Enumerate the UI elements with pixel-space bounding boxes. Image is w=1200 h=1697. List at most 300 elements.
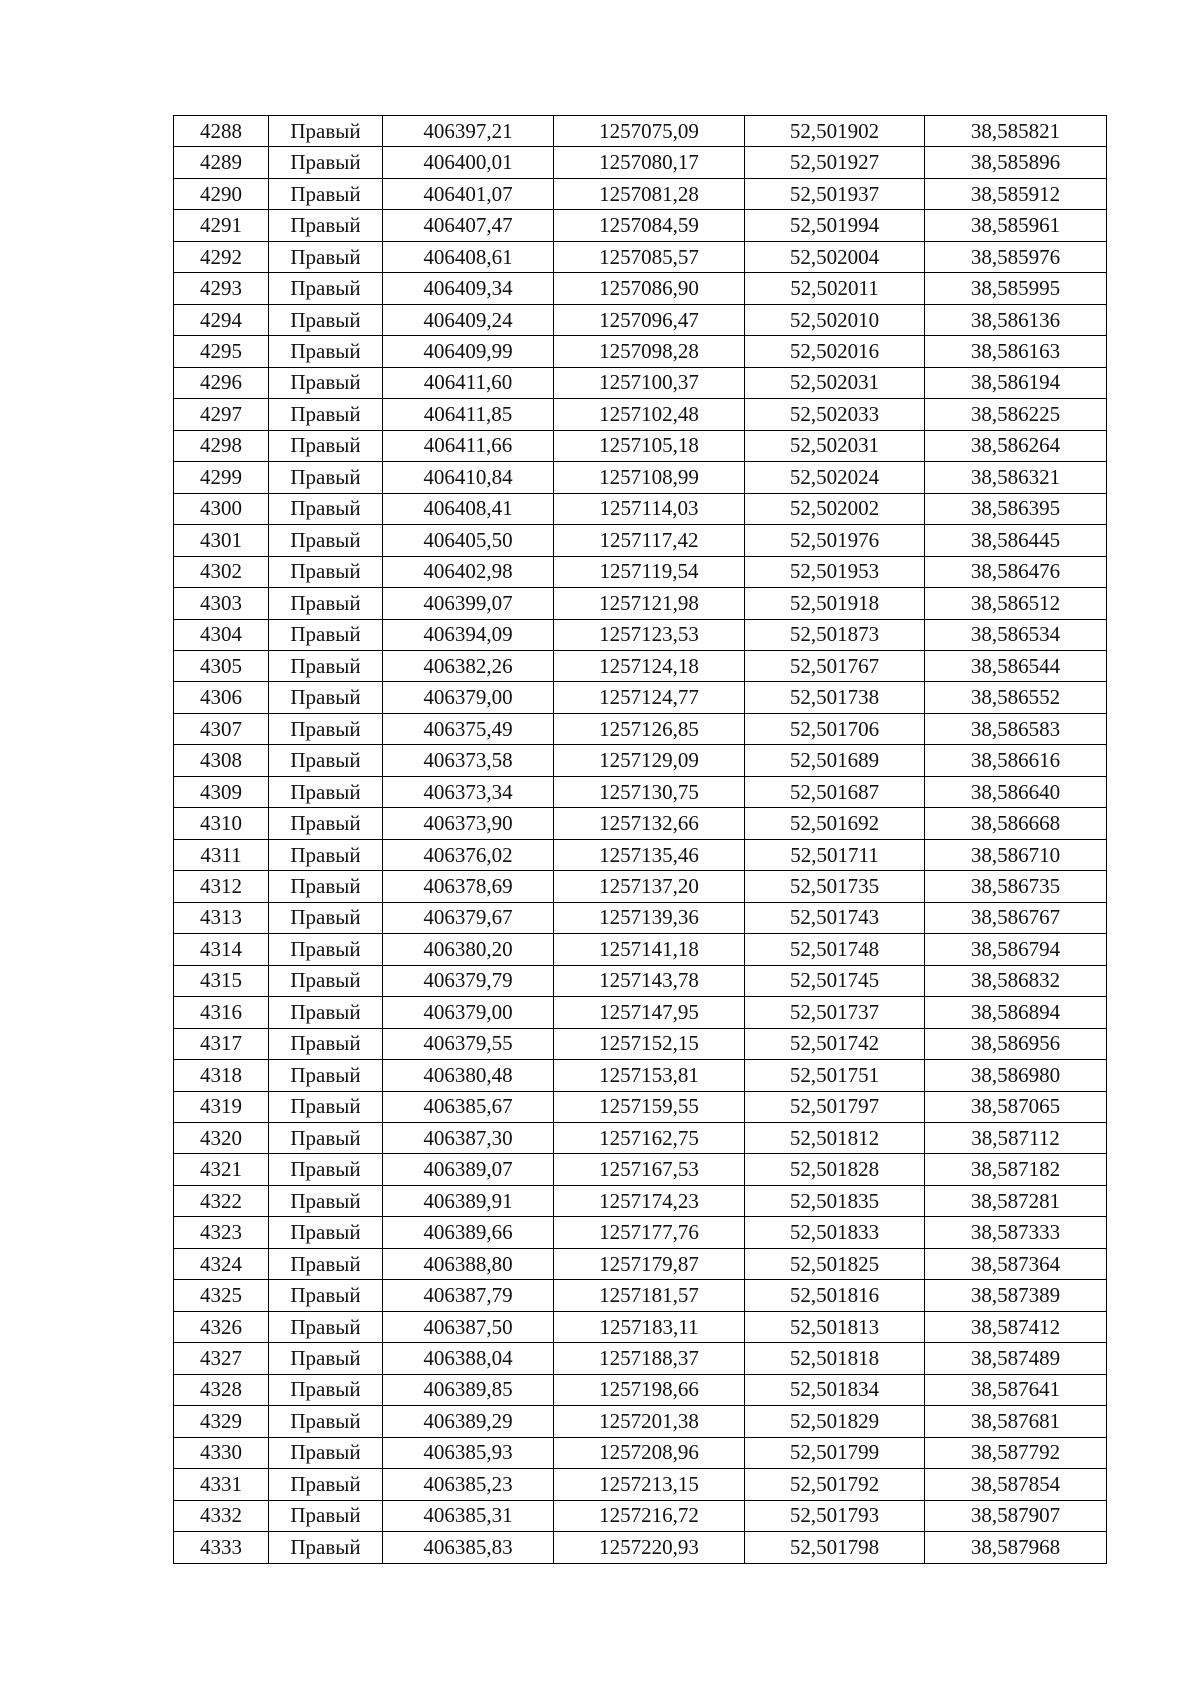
- point-number-cell: 4330: [174, 1437, 269, 1468]
- side-cell: Правый: [269, 965, 383, 996]
- y-coordinate-cell: 1257100,37: [554, 367, 745, 398]
- longitude-cell: 38,586794: [925, 934, 1107, 965]
- side-cell: Правый: [269, 399, 383, 430]
- y-coordinate-cell: 1257105,18: [554, 430, 745, 461]
- table-row: [174, 304, 1107, 335]
- longitude-cell: 38,587412: [925, 1311, 1107, 1342]
- side-cell: Правый: [269, 116, 383, 147]
- x-coordinate-cell: 406389,07: [383, 1154, 554, 1185]
- y-coordinate-cell: 1257181,57: [554, 1280, 745, 1311]
- x-coordinate-cell: 406385,31: [383, 1500, 554, 1531]
- point-number-cell: 4317: [174, 1028, 269, 1059]
- point-number-cell: 4295: [174, 336, 269, 367]
- point-number-cell: 4322: [174, 1185, 269, 1216]
- side-cell: Правый: [269, 1311, 383, 1342]
- side-cell: Правый: [269, 525, 383, 556]
- y-coordinate-cell: 1257102,48: [554, 399, 745, 430]
- longitude-cell: 38,586710: [925, 839, 1107, 870]
- x-coordinate-cell: 406388,80: [383, 1248, 554, 1279]
- point-number-cell: 4291: [174, 210, 269, 241]
- longitude-cell: 38,587333: [925, 1217, 1107, 1248]
- point-number-cell: 4329: [174, 1406, 269, 1437]
- side-cell: Правый: [269, 493, 383, 524]
- point-number-cell: 4327: [174, 1343, 269, 1374]
- side-cell: Правый: [269, 1248, 383, 1279]
- table-row: [174, 525, 1107, 556]
- latitude-cell: 52,501745: [745, 965, 925, 996]
- side-cell: Правый: [269, 556, 383, 587]
- latitude-cell: 52,501918: [745, 588, 925, 619]
- side-cell: Правый: [269, 1406, 383, 1437]
- longitude-cell: 38,585896: [925, 147, 1107, 178]
- table-row: [174, 1343, 1107, 1374]
- latitude-cell: 52,501692: [745, 808, 925, 839]
- latitude-cell: 52,501953: [745, 556, 925, 587]
- latitude-cell: 52,502010: [745, 304, 925, 335]
- latitude-cell: 52,501937: [745, 178, 925, 209]
- point-number-cell: 4315: [174, 965, 269, 996]
- longitude-cell: 38,587112: [925, 1123, 1107, 1154]
- y-coordinate-cell: 1257141,18: [554, 934, 745, 965]
- y-coordinate-cell: 1257179,87: [554, 1248, 745, 1279]
- point-number-cell: 4289: [174, 147, 269, 178]
- side-cell: Правый: [269, 1280, 383, 1311]
- longitude-cell: 38,587854: [925, 1469, 1107, 1500]
- table-row: [174, 1469, 1107, 1500]
- longitude-cell: 38,586668: [925, 808, 1107, 839]
- y-coordinate-cell: 1257126,85: [554, 713, 745, 744]
- x-coordinate-cell: 406385,93: [383, 1437, 554, 1468]
- x-coordinate-cell: 406385,83: [383, 1532, 554, 1563]
- point-number-cell: 4318: [174, 1060, 269, 1091]
- y-coordinate-cell: 1257121,98: [554, 588, 745, 619]
- longitude-cell: 38,587489: [925, 1343, 1107, 1374]
- point-number-cell: 4308: [174, 745, 269, 776]
- latitude-cell: 52,501743: [745, 902, 925, 933]
- table-row: [174, 1374, 1107, 1405]
- latitude-cell: 52,501689: [745, 745, 925, 776]
- coordinates-table-body: [174, 116, 1107, 1564]
- point-number-cell: 4319: [174, 1091, 269, 1122]
- y-coordinate-cell: 1257098,28: [554, 336, 745, 367]
- y-coordinate-cell: 1257177,76: [554, 1217, 745, 1248]
- x-coordinate-cell: 406387,79: [383, 1280, 554, 1311]
- table-row: [174, 1500, 1107, 1531]
- x-coordinate-cell: 406373,58: [383, 745, 554, 776]
- table-row: [174, 273, 1107, 304]
- table-row: [174, 1280, 1107, 1311]
- latitude-cell: 52,501828: [745, 1154, 925, 1185]
- x-coordinate-cell: 406401,07: [383, 178, 554, 209]
- latitude-cell: 52,502004: [745, 241, 925, 272]
- longitude-cell: 38,586476: [925, 556, 1107, 587]
- table-row: [174, 1217, 1107, 1248]
- longitude-cell: 38,586544: [925, 650, 1107, 681]
- point-number-cell: 4303: [174, 588, 269, 619]
- latitude-cell: 52,501792: [745, 1469, 925, 1500]
- table-row: [174, 713, 1107, 744]
- longitude-cell: 38,586264: [925, 430, 1107, 461]
- latitude-cell: 52,501818: [745, 1343, 925, 1374]
- y-coordinate-cell: 1257198,66: [554, 1374, 745, 1405]
- longitude-cell: 38,587907: [925, 1500, 1107, 1531]
- point-number-cell: 4310: [174, 808, 269, 839]
- point-number-cell: 4314: [174, 934, 269, 965]
- latitude-cell: 52,501793: [745, 1500, 925, 1531]
- latitude-cell: 52,501751: [745, 1060, 925, 1091]
- x-coordinate-cell: 406411,66: [383, 430, 554, 461]
- longitude-cell: 38,586395: [925, 493, 1107, 524]
- x-coordinate-cell: 406380,48: [383, 1060, 554, 1091]
- table-row: [174, 147, 1107, 178]
- table-row: [174, 336, 1107, 367]
- y-coordinate-cell: 1257114,03: [554, 493, 745, 524]
- point-number-cell: 4333: [174, 1532, 269, 1563]
- side-cell: Правый: [269, 619, 383, 650]
- table-row: [174, 1185, 1107, 1216]
- table-row: [174, 776, 1107, 807]
- y-coordinate-cell: 1257153,81: [554, 1060, 745, 1091]
- point-number-cell: 4299: [174, 462, 269, 493]
- x-coordinate-cell: 406373,34: [383, 776, 554, 807]
- longitude-cell: 38,587364: [925, 1248, 1107, 1279]
- y-coordinate-cell: 1257135,46: [554, 839, 745, 870]
- latitude-cell: 52,501873: [745, 619, 925, 650]
- point-number-cell: 4332: [174, 1500, 269, 1531]
- longitude-cell: 38,585912: [925, 178, 1107, 209]
- point-number-cell: 4297: [174, 399, 269, 430]
- x-coordinate-cell: 406408,41: [383, 493, 554, 524]
- y-coordinate-cell: 1257080,17: [554, 147, 745, 178]
- latitude-cell: 52,501798: [745, 1532, 925, 1563]
- side-cell: Правый: [269, 1469, 383, 1500]
- x-coordinate-cell: 406411,60: [383, 367, 554, 398]
- y-coordinate-cell: 1257081,28: [554, 178, 745, 209]
- x-coordinate-cell: 406389,66: [383, 1217, 554, 1248]
- longitude-cell: 38,587792: [925, 1437, 1107, 1468]
- side-cell: Правый: [269, 273, 383, 304]
- point-number-cell: 4296: [174, 367, 269, 398]
- longitude-cell: 38,586136: [925, 304, 1107, 335]
- longitude-cell: 38,587281: [925, 1185, 1107, 1216]
- x-coordinate-cell: 406405,50: [383, 525, 554, 556]
- point-number-cell: 4316: [174, 997, 269, 1028]
- x-coordinate-cell: 406379,55: [383, 1028, 554, 1059]
- table-row: [174, 556, 1107, 587]
- longitude-cell: 38,585976: [925, 241, 1107, 272]
- longitude-cell: 38,586552: [925, 682, 1107, 713]
- y-coordinate-cell: 1257117,42: [554, 525, 745, 556]
- longitude-cell: 38,586767: [925, 902, 1107, 933]
- latitude-cell: 52,501829: [745, 1406, 925, 1437]
- table-row: [174, 493, 1107, 524]
- longitude-cell: 38,586894: [925, 997, 1107, 1028]
- latitude-cell: 52,501748: [745, 934, 925, 965]
- longitude-cell: 38,586321: [925, 462, 1107, 493]
- longitude-cell: 38,586832: [925, 965, 1107, 996]
- y-coordinate-cell: 1257129,09: [554, 745, 745, 776]
- x-coordinate-cell: 406375,49: [383, 713, 554, 744]
- longitude-cell: 38,586956: [925, 1028, 1107, 1059]
- y-coordinate-cell: 1257124,77: [554, 682, 745, 713]
- longitude-cell: 38,586534: [925, 619, 1107, 650]
- x-coordinate-cell: 406387,50: [383, 1311, 554, 1342]
- y-coordinate-cell: 1257162,75: [554, 1123, 745, 1154]
- x-coordinate-cell: 406402,98: [383, 556, 554, 587]
- latitude-cell: 52,501927: [745, 147, 925, 178]
- latitude-cell: 52,501738: [745, 682, 925, 713]
- side-cell: Правый: [269, 839, 383, 870]
- y-coordinate-cell: 1257130,75: [554, 776, 745, 807]
- x-coordinate-cell: 406379,00: [383, 997, 554, 1028]
- side-cell: Правый: [269, 713, 383, 744]
- x-coordinate-cell: 406399,07: [383, 588, 554, 619]
- side-cell: Правый: [269, 1437, 383, 1468]
- y-coordinate-cell: 1257174,23: [554, 1185, 745, 1216]
- x-coordinate-cell: 406394,09: [383, 619, 554, 650]
- x-coordinate-cell: 406385,67: [383, 1091, 554, 1122]
- point-number-cell: 4302: [174, 556, 269, 587]
- point-number-cell: 4324: [174, 1248, 269, 1279]
- table-row: [174, 1248, 1107, 1279]
- latitude-cell: 52,501976: [745, 525, 925, 556]
- x-coordinate-cell: 406382,26: [383, 650, 554, 681]
- point-number-cell: 4293: [174, 273, 269, 304]
- point-number-cell: 4328: [174, 1374, 269, 1405]
- point-number-cell: 4321: [174, 1154, 269, 1185]
- x-coordinate-cell: 406378,69: [383, 871, 554, 902]
- x-coordinate-cell: 406400,01: [383, 147, 554, 178]
- table-row: [174, 1060, 1107, 1091]
- point-number-cell: 4309: [174, 776, 269, 807]
- table-row: [174, 1311, 1107, 1342]
- latitude-cell: 52,501737: [745, 997, 925, 1028]
- y-coordinate-cell: 1257167,53: [554, 1154, 745, 1185]
- x-coordinate-cell: 406411,85: [383, 399, 554, 430]
- y-coordinate-cell: 1257075,09: [554, 116, 745, 147]
- latitude-cell: 52,502002: [745, 493, 925, 524]
- point-number-cell: 4290: [174, 178, 269, 209]
- table-row: [174, 808, 1107, 839]
- table-row: [174, 1437, 1107, 1468]
- side-cell: Правый: [269, 304, 383, 335]
- x-coordinate-cell: 406389,29: [383, 1406, 554, 1437]
- latitude-cell: 52,501687: [745, 776, 925, 807]
- side-cell: Правый: [269, 997, 383, 1028]
- longitude-cell: 38,587968: [925, 1532, 1107, 1563]
- point-number-cell: 4300: [174, 493, 269, 524]
- longitude-cell: 38,586194: [925, 367, 1107, 398]
- point-number-cell: 4298: [174, 430, 269, 461]
- side-cell: Правый: [269, 1091, 383, 1122]
- side-cell: Правый: [269, 336, 383, 367]
- point-number-cell: 4320: [174, 1123, 269, 1154]
- x-coordinate-cell: 406397,21: [383, 116, 554, 147]
- table-row: [174, 1028, 1107, 1059]
- point-number-cell: 4292: [174, 241, 269, 272]
- side-cell: Правый: [269, 588, 383, 619]
- longitude-cell: 38,585995: [925, 273, 1107, 304]
- table-row: [174, 367, 1107, 398]
- latitude-cell: 52,501994: [745, 210, 925, 241]
- side-cell: Правый: [269, 808, 383, 839]
- side-cell: Правый: [269, 1500, 383, 1531]
- latitude-cell: 52,501735: [745, 871, 925, 902]
- side-cell: Правый: [269, 650, 383, 681]
- x-coordinate-cell: 406409,34: [383, 273, 554, 304]
- side-cell: Правый: [269, 1374, 383, 1405]
- y-coordinate-cell: 1257096,47: [554, 304, 745, 335]
- y-coordinate-cell: 1257132,66: [554, 808, 745, 839]
- side-cell: Правый: [269, 902, 383, 933]
- table-row: [174, 462, 1107, 493]
- x-coordinate-cell: 406410,84: [383, 462, 554, 493]
- point-number-cell: 4306: [174, 682, 269, 713]
- longitude-cell: 38,586616: [925, 745, 1107, 776]
- point-number-cell: 4331: [174, 1469, 269, 1500]
- longitude-cell: 38,586640: [925, 776, 1107, 807]
- x-coordinate-cell: 406373,90: [383, 808, 554, 839]
- y-coordinate-cell: 1257216,72: [554, 1500, 745, 1531]
- longitude-cell: 38,587182: [925, 1154, 1107, 1185]
- longitude-cell: 38,586583: [925, 713, 1107, 744]
- latitude-cell: 52,501797: [745, 1091, 925, 1122]
- longitude-cell: 38,586512: [925, 588, 1107, 619]
- table-row: [174, 1532, 1107, 1563]
- x-coordinate-cell: 406389,85: [383, 1374, 554, 1405]
- table-row: [174, 1406, 1107, 1437]
- longitude-cell: 38,587641: [925, 1374, 1107, 1405]
- x-coordinate-cell: 406380,20: [383, 934, 554, 965]
- x-coordinate-cell: 406409,99: [383, 336, 554, 367]
- side-cell: Правый: [269, 934, 383, 965]
- table-row: [174, 430, 1107, 461]
- y-coordinate-cell: 1257152,15: [554, 1028, 745, 1059]
- y-coordinate-cell: 1257119,54: [554, 556, 745, 587]
- table-row: [174, 1154, 1107, 1185]
- point-number-cell: 4311: [174, 839, 269, 870]
- latitude-cell: 52,502033: [745, 399, 925, 430]
- side-cell: Правый: [269, 178, 383, 209]
- table-row: [174, 241, 1107, 272]
- side-cell: Правый: [269, 1154, 383, 1185]
- table-row: [174, 745, 1107, 776]
- side-cell: Правый: [269, 430, 383, 461]
- table-row: [174, 116, 1107, 147]
- table-row: [174, 997, 1107, 1028]
- point-number-cell: 4323: [174, 1217, 269, 1248]
- latitude-cell: 52,501767: [745, 650, 925, 681]
- longitude-cell: 38,587681: [925, 1406, 1107, 1437]
- side-cell: Правый: [269, 367, 383, 398]
- table-row: [174, 1123, 1107, 1154]
- x-coordinate-cell: 406385,23: [383, 1469, 554, 1500]
- table-row: [174, 1091, 1107, 1122]
- latitude-cell: 52,501742: [745, 1028, 925, 1059]
- latitude-cell: 52,501812: [745, 1123, 925, 1154]
- point-number-cell: 4313: [174, 902, 269, 933]
- y-coordinate-cell: 1257201,38: [554, 1406, 745, 1437]
- longitude-cell: 38,587389: [925, 1280, 1107, 1311]
- x-coordinate-cell: 406387,30: [383, 1123, 554, 1154]
- side-cell: Правый: [269, 871, 383, 902]
- side-cell: Правый: [269, 1217, 383, 1248]
- latitude-cell: 52,501706: [745, 713, 925, 744]
- latitude-cell: 52,501835: [745, 1185, 925, 1216]
- y-coordinate-cell: 1257159,55: [554, 1091, 745, 1122]
- x-coordinate-cell: 406376,02: [383, 839, 554, 870]
- latitude-cell: 52,502031: [745, 367, 925, 398]
- x-coordinate-cell: 406379,00: [383, 682, 554, 713]
- point-number-cell: 4294: [174, 304, 269, 335]
- longitude-cell: 38,586445: [925, 525, 1107, 556]
- table-row: [174, 902, 1107, 933]
- table-row: [174, 178, 1107, 209]
- side-cell: Правый: [269, 210, 383, 241]
- table-row: [174, 934, 1107, 965]
- y-coordinate-cell: 1257213,15: [554, 1469, 745, 1500]
- point-number-cell: 4325: [174, 1280, 269, 1311]
- side-cell: Правый: [269, 1060, 383, 1091]
- x-coordinate-cell: 406379,79: [383, 965, 554, 996]
- side-cell: Правый: [269, 462, 383, 493]
- table-row: [174, 588, 1107, 619]
- side-cell: Правый: [269, 745, 383, 776]
- point-number-cell: 4307: [174, 713, 269, 744]
- point-number-cell: 4288: [174, 116, 269, 147]
- y-coordinate-cell: 1257084,59: [554, 210, 745, 241]
- x-coordinate-cell: 406408,61: [383, 241, 554, 272]
- table-row: [174, 839, 1107, 870]
- point-number-cell: 4301: [174, 525, 269, 556]
- side-cell: Правый: [269, 1028, 383, 1059]
- longitude-cell: 38,585821: [925, 116, 1107, 147]
- side-cell: Правый: [269, 241, 383, 272]
- longitude-cell: 38,585961: [925, 210, 1107, 241]
- latitude-cell: 52,501711: [745, 839, 925, 870]
- table-row: [174, 650, 1107, 681]
- y-coordinate-cell: 1257086,90: [554, 273, 745, 304]
- y-coordinate-cell: 1257208,96: [554, 1437, 745, 1468]
- longitude-cell: 38,587065: [925, 1091, 1107, 1122]
- latitude-cell: 52,501834: [745, 1374, 925, 1405]
- x-coordinate-cell: 406388,04: [383, 1343, 554, 1374]
- side-cell: Правый: [269, 147, 383, 178]
- y-coordinate-cell: 1257085,57: [554, 241, 745, 272]
- latitude-cell: 52,502011: [745, 273, 925, 304]
- longitude-cell: 38,586735: [925, 871, 1107, 902]
- side-cell: Правый: [269, 1532, 383, 1563]
- longitude-cell: 38,586163: [925, 336, 1107, 367]
- x-coordinate-cell: 406407,47: [383, 210, 554, 241]
- y-coordinate-cell: 1257143,78: [554, 965, 745, 996]
- point-number-cell: 4305: [174, 650, 269, 681]
- table-row: [174, 619, 1107, 650]
- y-coordinate-cell: 1257124,18: [554, 650, 745, 681]
- x-coordinate-cell: 406409,24: [383, 304, 554, 335]
- side-cell: Правый: [269, 1185, 383, 1216]
- x-coordinate-cell: 406379,67: [383, 902, 554, 933]
- y-coordinate-cell: 1257139,36: [554, 902, 745, 933]
- table-row: [174, 965, 1107, 996]
- latitude-cell: 52,502031: [745, 430, 925, 461]
- latitude-cell: 52,501816: [745, 1280, 925, 1311]
- table-row: [174, 210, 1107, 241]
- latitude-cell: 52,501902: [745, 116, 925, 147]
- point-number-cell: 4304: [174, 619, 269, 650]
- y-coordinate-cell: 1257183,11: [554, 1311, 745, 1342]
- latitude-cell: 52,501833: [745, 1217, 925, 1248]
